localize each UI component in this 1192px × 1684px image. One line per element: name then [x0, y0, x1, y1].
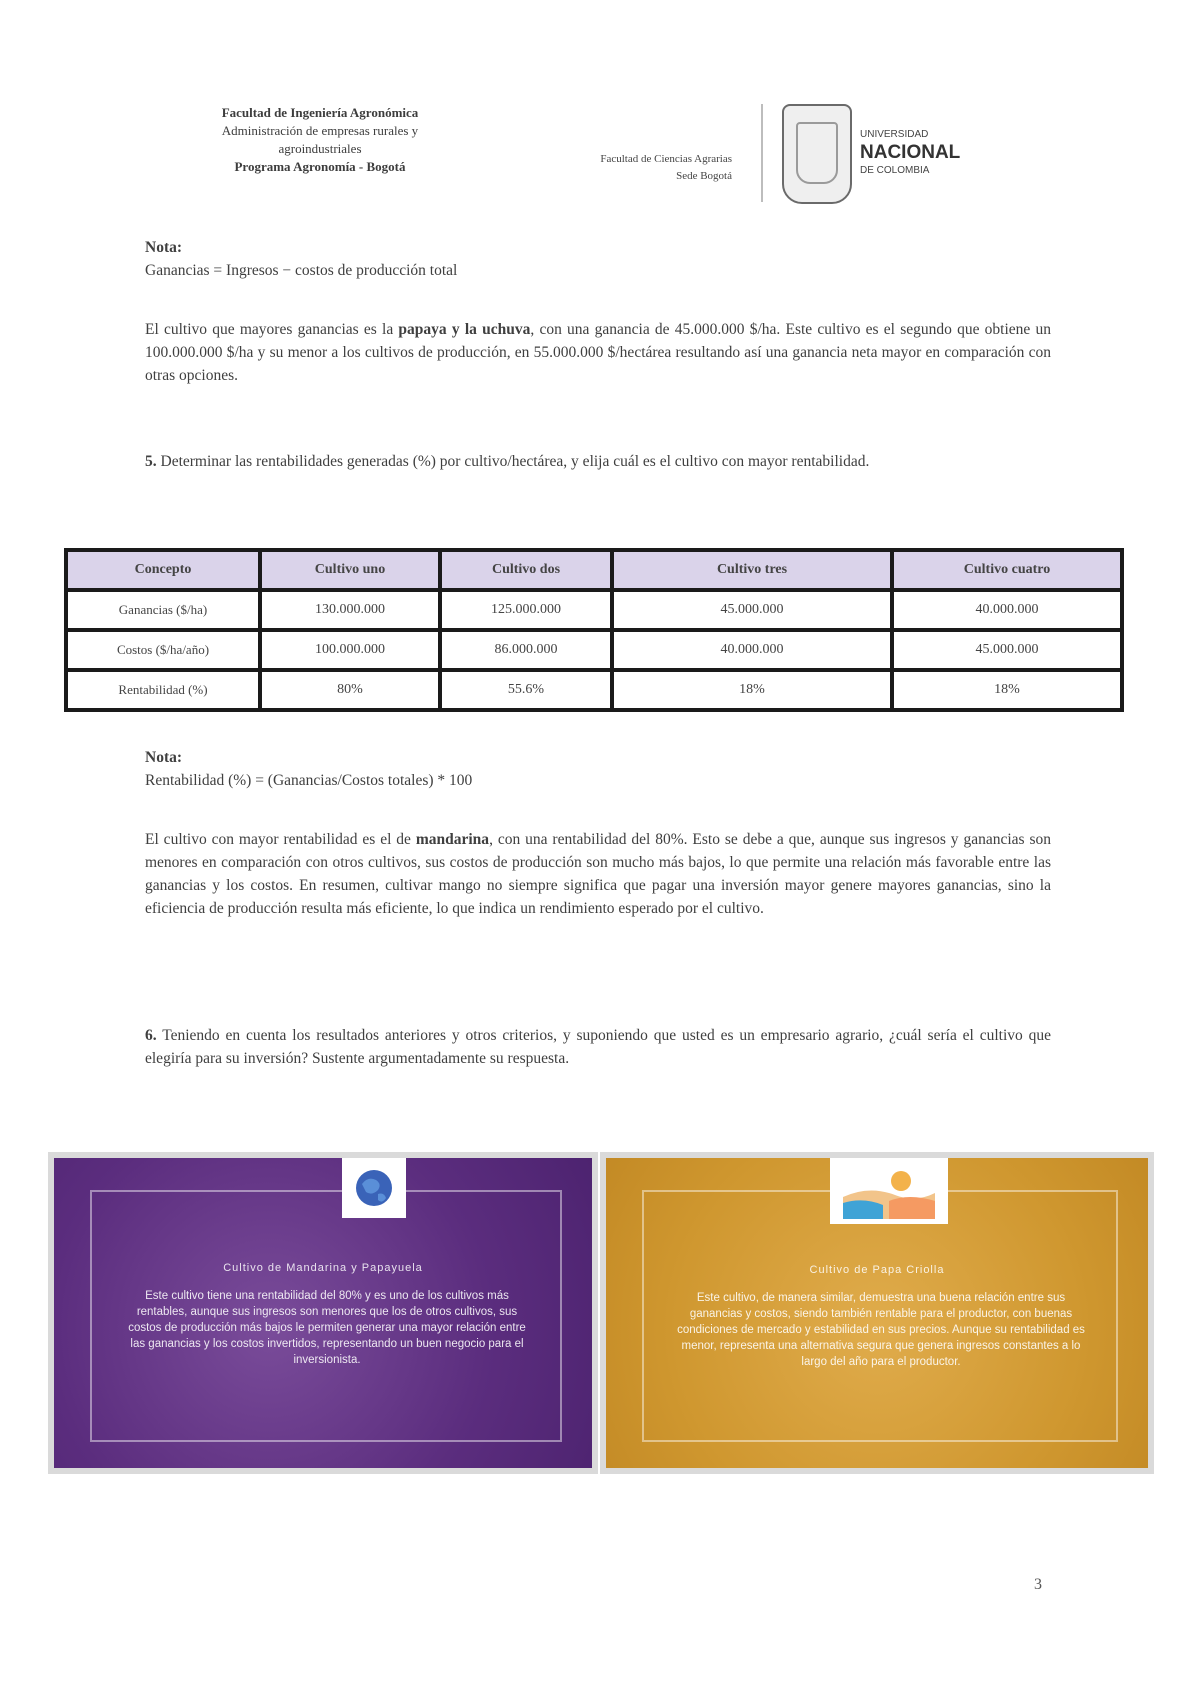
crop-card-purple [54, 1158, 592, 1468]
card-body: Este cultivo, de manera similar, demuestra una buena relación entre sus ganancias y costos, siendo también rentable para el productor, con buenas condiciones de mercado y estabilidad en sus precios. Aunque su rentabilidad es menor, representa una alternativa segura que genera ingresos constantes a lo largo del año para el productor. [677, 1292, 1085, 1368]
header-sede-block [540, 151, 732, 185]
table-cell: 40.000.000 [612, 630, 892, 670]
table-row-label: Costos ($/ha/año) [66, 630, 260, 670]
crop-card-gold [606, 1158, 1148, 1468]
table-cell: 18% [612, 670, 892, 710]
table-header-cell: Concepto [66, 550, 260, 590]
question-6-text: Teniendo en cuenta los resultados anteriores y otros criterios, y suponiendo que usted es un empresario agrario, ¿cuál sería el cultivo que elegiría para su inversión? Sustente argumentadamente su respuesta. [145, 1027, 1051, 1067]
card-body: Este cultivo tiene una rentabilidad del 80% y es uno de los cultivos más rentables, aunque sus ingresos son menores que los de otros cultivos, sus costos de producción más bajos le permiten generar una mayor relación entre las ganancias y los costos invertidos, representando un buen negocio para el inversionista. [128, 1290, 526, 1366]
sun-field-icon [830, 1158, 948, 1224]
header-faculty-block [140, 104, 500, 176]
header-line-3: agroindustriales [278, 141, 362, 156]
question-6 [145, 1024, 1051, 1070]
rentabilidad-table [64, 548, 1124, 712]
nota-1-formula: Ganancias = Ingresos − costos de producción total [145, 262, 458, 279]
table-row [66, 670, 1122, 710]
card-title: Cultivo de Mandarina y Papayuela [223, 1262, 423, 1274]
table-header-cell: Cultivo cuatro [892, 550, 1122, 590]
table-cell: 40.000.000 [892, 590, 1122, 630]
header-line-4: Programa Agronomía - Bogotá [234, 159, 406, 174]
paragraph-1-pre: El cultivo que mayores ganancias es la [145, 321, 399, 338]
nota-2-formula: Rentabilidad (%) = (Ganancias/Costos totales) * 100 [145, 772, 473, 789]
table-cell: 45.000.000 [892, 630, 1122, 670]
nota-2-title: Nota: [145, 749, 183, 766]
question-6-number: 6. [145, 1027, 157, 1044]
nota-1-title: Nota: [145, 239, 183, 256]
nota-1 [145, 236, 1051, 282]
paragraph-1-bold: papaya y la uchuva [398, 321, 531, 338]
header-sede-line-1: Facultad de Ciencias Agrarias [600, 153, 732, 165]
nota-2 [145, 746, 1051, 792]
table-cell: 80% [260, 670, 440, 710]
table-cell: 55.6% [440, 670, 612, 710]
paragraph-1-post: , con una ganancia de 45.000.000 $/ha. Este cultivo es el segundo que obtiene un 100.000.000 $/ha y su menor a los cultivos de producción, en 55.000.000 $/hectárea resultando así una ganancia neta mayor en comparación con otras opciones. [145, 321, 1051, 384]
table-cell: 130.000.000 [260, 590, 440, 630]
header-divider [761, 104, 763, 202]
question-5-number: 5. [145, 453, 157, 470]
table-header-cell: Cultivo tres [612, 550, 892, 590]
unal-bottom: DE COLOMBIA [860, 165, 930, 176]
table-row-label: Rentabilidad (%) [66, 670, 260, 710]
unal-main: NACIONAL [860, 142, 961, 163]
paragraph-2-post: , con una rentabilidad del 80%. Esto se debe a que, aunque sus ingresos y ganancias son menores en comparación con otros cultivos, sus costos de producción son mucho más bajos, lo que permite una relación más favorable entre las ganancias y los costos. En resumen, cultivar mango no siempre significa que pagar una inversión mayor genere mayores ganancias, sino la eficiencia de producción resulta más eficiente, lo que indica un rendimiento esperado por el cultivo. [145, 831, 1051, 917]
table-cell: 100.000.000 [260, 630, 440, 670]
header-line-2: Administración de empresas rurales y [221, 123, 419, 138]
unal-top: UNIVERSIDAD [860, 129, 929, 140]
table-cell: 125.000.000 [440, 590, 612, 630]
table-header-cell: Cultivo dos [440, 550, 612, 590]
table-cell: 86.000.000 [440, 630, 612, 670]
globe-icon [342, 1158, 406, 1218]
question-5 [145, 450, 1051, 473]
university-seal-icon [782, 104, 852, 204]
paragraph-2-pre: El cultivo con mayor rentabilidad es el de [145, 831, 416, 848]
page-number: 3 [1034, 1576, 1042, 1593]
paragraph-ganancias [145, 318, 1051, 387]
card-title: Cultivo de Papa Criolla [809, 1264, 945, 1276]
table-row [66, 590, 1122, 630]
paragraph-rentabilidad [145, 828, 1051, 920]
table-row-label: Ganancias ($/ha) [66, 590, 260, 630]
table-cell: 45.000.000 [612, 590, 892, 630]
table-header-row [66, 550, 1122, 590]
header-sede-line-2: Sede Bogotá [676, 170, 732, 182]
table-cell: 18% [892, 670, 1122, 710]
table-row [66, 630, 1122, 670]
question-5-text: Determinar las rentabilidades generadas (%) por cultivo/hectárea, y elija cuál es el cultivo con mayor rentabilidad. [156, 453, 870, 470]
university-logo-text [860, 128, 960, 178]
table-header-cell: Cultivo uno [260, 550, 440, 590]
paragraph-2-bold: mandarina [415, 831, 490, 848]
header-line-1: Facultad de Ingeniería Agronómica [221, 105, 419, 120]
